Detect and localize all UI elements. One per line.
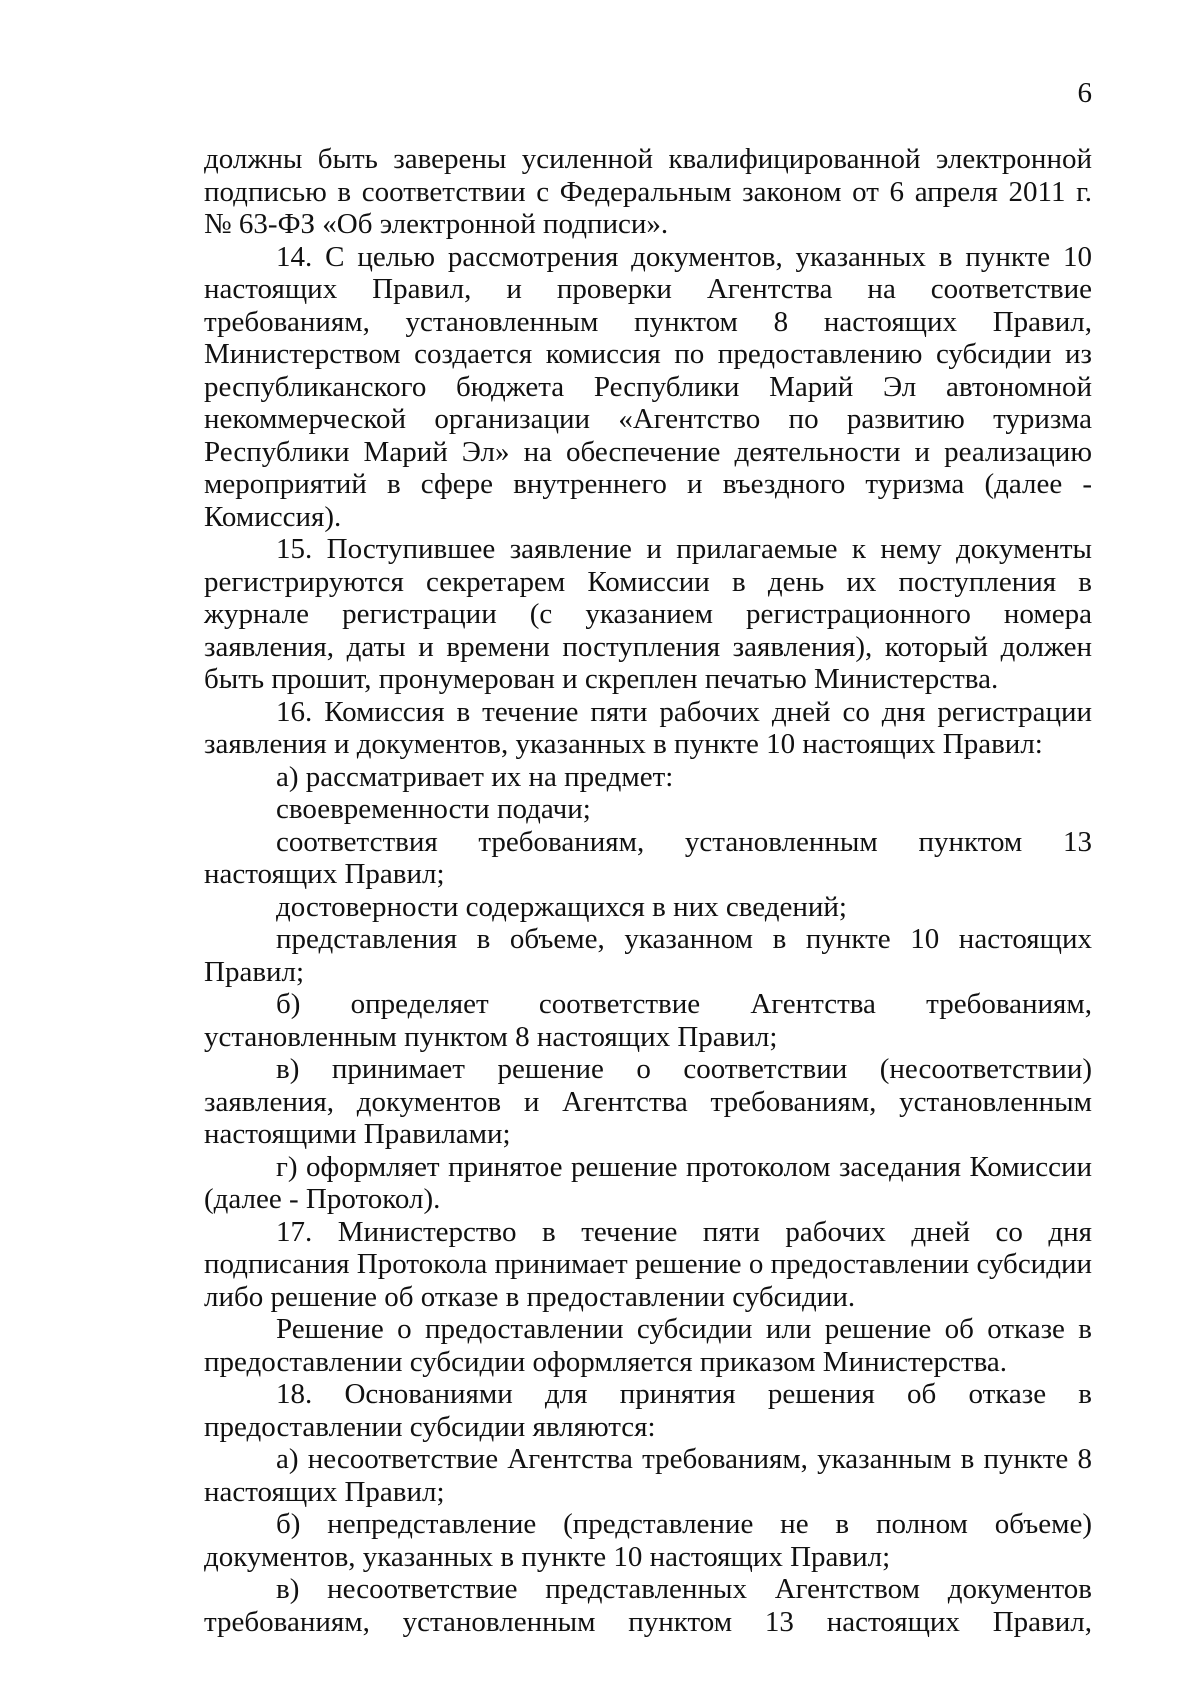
paragraph-criterion-reliability: достоверности содержащихся в них сведений;: [276, 890, 847, 923]
paragraph-subitem-v: в) принимает решение о соответствии (несоответствии) заявления, документов и Агентства требованиям, установленным настоящими Правилами;: [204, 1053, 1092, 1150]
paragraph-item-18: 18. Основаниями для принятия решения об отказе в предоставлении субсидии являются:: [204, 1378, 1092, 1443]
paragraph-refusal-b: б) непредставление (представление не в полном объеме) документов, указанных в пункте 10 настоящих Правил;: [204, 1508, 1092, 1573]
page-number: 6: [1077, 77, 1092, 109]
paragraph-item-14: 14. С целью рассмотрения документов, указанных в пункте 10 настоящих Правил, и проверки Агентства на соответствие требованиям, установленным пунктом 8 настоящих Правил, Министерством создается комиссия по предоставлению субсидии из республиканского бюджета Республики Марий Эл автономной некоммерческой организации «Агентство по развитию туризма Республики Марий Эл» на обеспечение деятельности и реализацию мероприятий в сфере внутреннего и въездного туризма (далее - Комиссия).: [204, 240, 1092, 533]
paragraph-refusal-a: а) несоответствие Агентства требованиям, указанным в пункте 8 настоящих Правил;: [204, 1443, 1092, 1508]
paragraph-decision-form: Решение о предоставлении субсидии или решение об отказе в предоставлении субсидии оформляется приказом Министерства.: [204, 1313, 1092, 1378]
paragraph-item-17: 17. Министерство в течение пяти рабочих дней со дня подписания Протокола принимает решение о предоставлении субсидии либо решение об отказе в предоставлении субсидии.: [204, 1215, 1092, 1313]
paragraph-refusal-v: в) несоответствие представленных Агентством документов требованиям, установленным пунктом 13 настоящих Правил,: [204, 1573, 1092, 1638]
paragraph-subitem-g: г) оформляет принятое решение протоколом заседания Комиссии (далее - Протокол).: [204, 1150, 1092, 1215]
paragraph-continuation: должны быть заверены усиленной квалифицированной электронной подписью в соответствии с Федеральным законом от 6 апреля 2011 г. № 63-ФЗ «Об электронной подписи».: [204, 143, 1092, 240]
paragraph-item-16: 16. Комиссия в течение пяти рабочих дней со дня регистрации заявления и документов, указанных в пункте 10 настоящих Правил:: [204, 695, 1092, 760]
paragraph-subitem-a: а) рассматривает их на предмет:: [276, 760, 674, 793]
paragraph-criterion-compliance: соответствия требованиям, установленным пунктом 13 настоящих Правил;: [204, 825, 1092, 890]
paragraph-item-15: 15. Поступившее заявление и прилагаемые к нему документы регистрируются секретарем Комиссии в день их поступления в журнале регистрации (с указанием регистрационного номера заявления, даты и времени поступления заявления), который должен быть прошит, пронумерован и скреплен печатью Министерства.: [204, 533, 1092, 695]
paragraph-subitem-b: б) определяет соответствие Агентства требованиям, установленным пунктом 8 настоящих Правил;: [204, 988, 1092, 1053]
paragraph-criterion-timeliness: своевременности подачи;: [276, 793, 591, 825]
document-body: [204, 143, 1092, 1638]
paragraph-criterion-completeness: представления в объеме, указанном в пункте 10 настоящих Правил;: [204, 923, 1092, 988]
